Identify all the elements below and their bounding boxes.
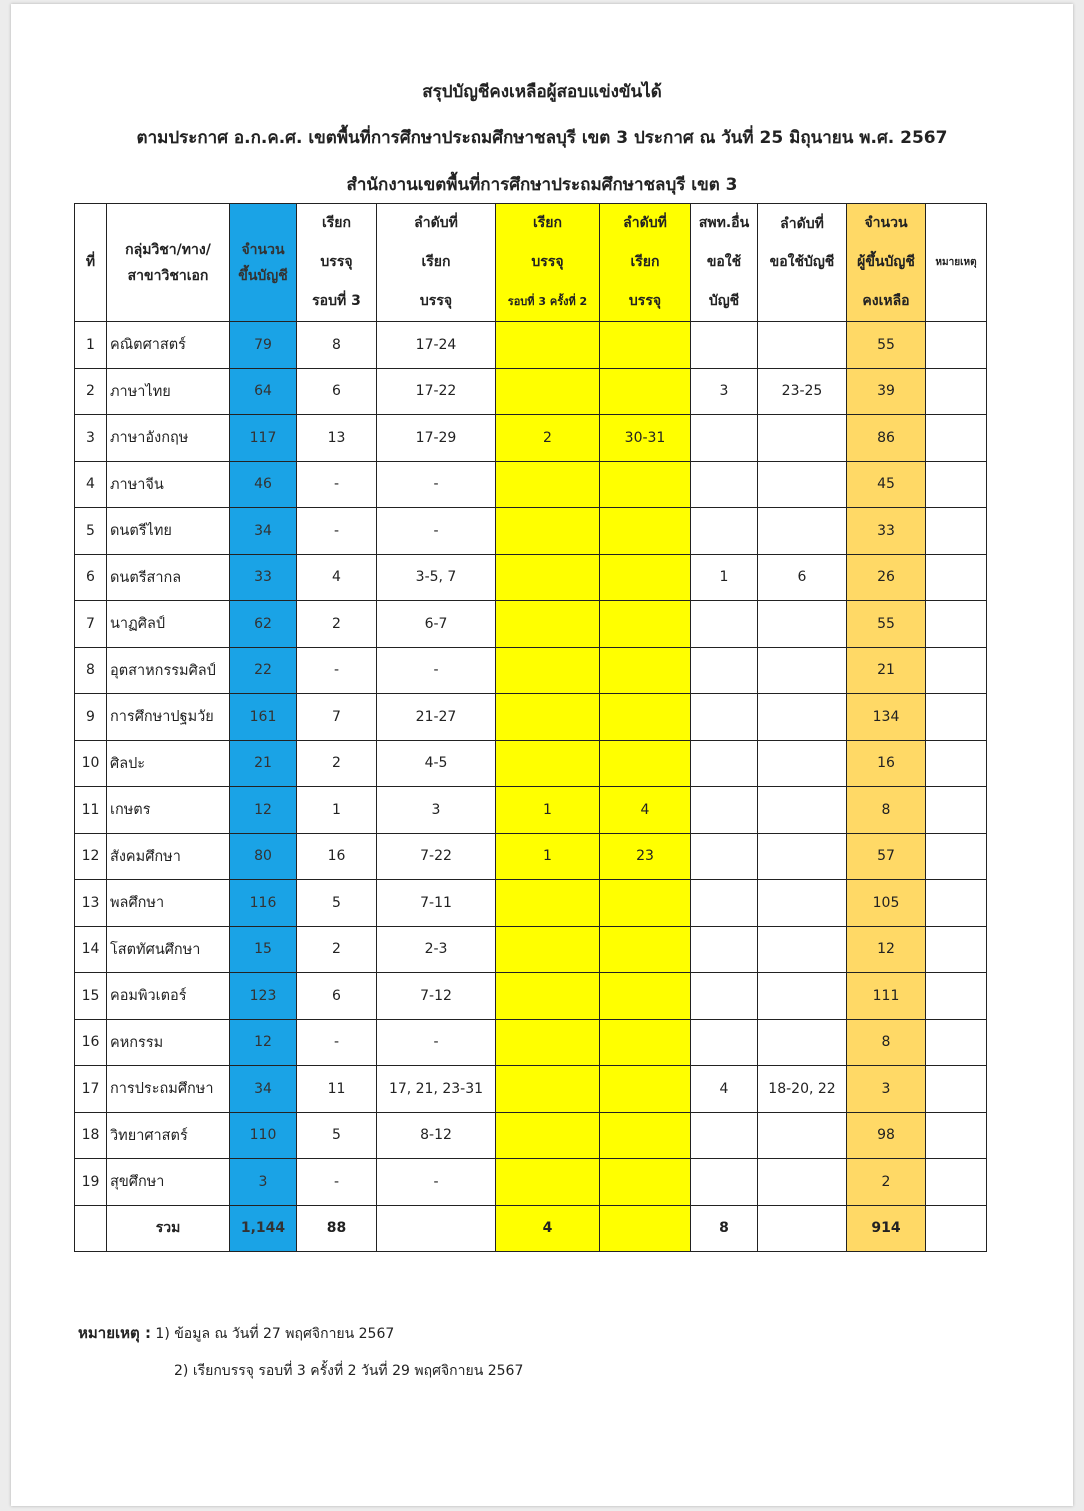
- cell-no: 19: [75, 1159, 107, 1206]
- cell-no: 5: [75, 508, 107, 555]
- cell-subject: การศึกษาปฐมวัย: [107, 694, 230, 741]
- cell-remark: [926, 508, 987, 555]
- cell-called2: [496, 1019, 600, 1066]
- cell-other-rank: [758, 1019, 847, 1066]
- cell-subject: นาฏศิลป์: [107, 601, 230, 648]
- header-row: [75, 204, 987, 322]
- col-header-called-r3: เรียก บรรจุ รอบที่ 3: [297, 204, 377, 322]
- cell-remaining: 2: [847, 1159, 926, 1206]
- cell-called: 1: [297, 787, 377, 834]
- cell-count: 34: [230, 508, 297, 555]
- cell-rank: 7-22: [377, 833, 496, 880]
- summary-table: [74, 203, 987, 1252]
- cell-remaining: 98: [847, 1112, 926, 1159]
- cell-other-rank: [758, 415, 847, 462]
- cell-rank: 21-27: [377, 694, 496, 741]
- cell-no: 8: [75, 647, 107, 694]
- cell-rank: 6-7: [377, 601, 496, 648]
- cell-remaining: 12: [847, 926, 926, 973]
- table-row: [75, 368, 987, 415]
- table-row: [75, 1112, 987, 1159]
- empty-cell: [377, 1205, 496, 1252]
- cell-called: 8: [297, 322, 377, 369]
- document-title: สรุปบัญชีคงเหลือผู้สอบแข่งขันได้: [422, 82, 662, 102]
- cell-rank2: [600, 601, 691, 648]
- cell-rank2: [600, 554, 691, 601]
- cell-remark: [926, 1159, 987, 1206]
- col-header-subject: กลุ่มวิชา/ทาง/ สาขาวิชาเอก: [107, 204, 230, 322]
- cell-other: [691, 787, 758, 834]
- table-row: [75, 1066, 987, 1113]
- cell-no: 13: [75, 880, 107, 927]
- empty-cell: [926, 1205, 987, 1252]
- cell-subject: ศิลปะ: [107, 740, 230, 787]
- cell-other: [691, 880, 758, 927]
- cell-count: 110: [230, 1112, 297, 1159]
- cell-remaining: 55: [847, 601, 926, 648]
- cell-no: 1: [75, 322, 107, 369]
- cell-count: 46: [230, 461, 297, 508]
- cell-count: 3: [230, 1159, 297, 1206]
- cell-count: 123: [230, 973, 297, 1020]
- table-row: [75, 1019, 987, 1066]
- cell-remaining: 8: [847, 1019, 926, 1066]
- cell-remaining: 21: [847, 647, 926, 694]
- cell-subject: คหกรรม: [107, 1019, 230, 1066]
- cell-rank2: [600, 508, 691, 555]
- cell-count: 15: [230, 926, 297, 973]
- cell-called: -: [297, 647, 377, 694]
- cell-rank2: [600, 647, 691, 694]
- cell-subject: คณิตศาสตร์: [107, 322, 230, 369]
- cell-no: 9: [75, 694, 107, 741]
- cell-rank2: 4: [600, 787, 691, 834]
- cell-called: 2: [297, 601, 377, 648]
- cell-other: [691, 461, 758, 508]
- cell-other-rank: 6: [758, 554, 847, 601]
- cell-other: 1: [691, 554, 758, 601]
- cell-rank2: 23: [600, 833, 691, 880]
- cell-rank: -: [377, 508, 496, 555]
- cell-count: 12: [230, 787, 297, 834]
- cell-called2: [496, 1112, 600, 1159]
- cell-count: 21: [230, 740, 297, 787]
- cell-count: 79: [230, 322, 297, 369]
- total-called: 88: [297, 1205, 377, 1252]
- cell-subject: คอมพิวเตอร์: [107, 973, 230, 1020]
- cell-called2: [496, 554, 600, 601]
- cell-called: 13: [297, 415, 377, 462]
- cell-other-rank: 23-25: [758, 368, 847, 415]
- cell-remark: [926, 647, 987, 694]
- cell-other: [691, 740, 758, 787]
- cell-remaining: 26: [847, 554, 926, 601]
- cell-rank: 3-5, 7: [377, 554, 496, 601]
- cell-called: 4: [297, 554, 377, 601]
- cell-called: -: [297, 1159, 377, 1206]
- office-name: สำนักงานเขตพื้นที่การศึกษาประถมศึกษาชลบุรี เขต 3: [346, 175, 738, 195]
- cell-other: 3: [691, 368, 758, 415]
- total-row: [75, 1205, 987, 1252]
- cell-rank2: [600, 1066, 691, 1113]
- cell-rank2: [600, 1159, 691, 1206]
- cell-other: [691, 926, 758, 973]
- cell-called2: [496, 926, 600, 973]
- cell-called2: 1: [496, 833, 600, 880]
- cell-called: 2: [297, 926, 377, 973]
- cell-no: 16: [75, 1019, 107, 1066]
- cell-other-rank: [758, 973, 847, 1020]
- cell-called2: 2: [496, 415, 600, 462]
- note-2: 2) เรียกบรรจุ รอบที่ 3 ครั้งที่ 2 วันที่ 29 พฤศจิกายน 2567: [174, 1363, 524, 1379]
- cell-no: 14: [75, 926, 107, 973]
- total-label: รวม: [107, 1205, 230, 1252]
- cell-called: 6: [297, 368, 377, 415]
- cell-subject: โสตทัศนศึกษา: [107, 926, 230, 973]
- cell-no: 10: [75, 740, 107, 787]
- cell-count: 62: [230, 601, 297, 648]
- cell-other-rank: [758, 1112, 847, 1159]
- col-header-remark: หมายเหตุ: [926, 204, 987, 322]
- table-row: [75, 1159, 987, 1206]
- cell-subject: ดนตรีสากล: [107, 554, 230, 601]
- cell-called2: [496, 322, 600, 369]
- cell-subject: วิทยาศาสตร์: [107, 1112, 230, 1159]
- cell-other: [691, 1112, 758, 1159]
- cell-called: 11: [297, 1066, 377, 1113]
- cell-other: [691, 694, 758, 741]
- cell-subject: ภาษาไทย: [107, 368, 230, 415]
- cell-called2: [496, 1066, 600, 1113]
- cell-count: 116: [230, 880, 297, 927]
- cell-remaining: 8: [847, 787, 926, 834]
- cell-other-rank: [758, 833, 847, 880]
- cell-count: 12: [230, 1019, 297, 1066]
- cell-remark: [926, 461, 987, 508]
- cell-called: -: [297, 508, 377, 555]
- document-subtitle: ตามประกาศ อ.ก.ค.ศ. เขตพื้นที่การศึกษาประถมศึกษาชลบุรี เขต 3 ประกาศ ณ วันที่ 25 มิถุนายน พ.ศ. 2567: [136, 128, 948, 148]
- table-row: [75, 601, 987, 648]
- cell-remark: [926, 368, 987, 415]
- cell-called: 2: [297, 740, 377, 787]
- cell-remaining: 45: [847, 461, 926, 508]
- cell-count: 33: [230, 554, 297, 601]
- cell-rank: 7-11: [377, 880, 496, 927]
- cell-no: 15: [75, 973, 107, 1020]
- cell-remaining: 33: [847, 508, 926, 555]
- cell-remaining: 57: [847, 833, 926, 880]
- cell-no: 18: [75, 1112, 107, 1159]
- cell-other: [691, 647, 758, 694]
- cell-remark: [926, 601, 987, 648]
- cell-called: 6: [297, 973, 377, 1020]
- cell-remark: [926, 694, 987, 741]
- cell-remark: [926, 322, 987, 369]
- cell-no: 11: [75, 787, 107, 834]
- cell-count: 64: [230, 368, 297, 415]
- empty-cell: [758, 1205, 847, 1252]
- cell-rank2: [600, 880, 691, 927]
- cell-other-rank: [758, 508, 847, 555]
- cell-remaining: 39: [847, 368, 926, 415]
- cell-count: 161: [230, 694, 297, 741]
- cell-remark: [926, 833, 987, 880]
- cell-other: [691, 322, 758, 369]
- cell-rank: 8-12: [377, 1112, 496, 1159]
- cell-no: 4: [75, 461, 107, 508]
- cell-remark: [926, 926, 987, 973]
- cell-called2: [496, 973, 600, 1020]
- cell-called2: [496, 740, 600, 787]
- cell-subject: การประถมศึกษา: [107, 1066, 230, 1113]
- cell-rank: 17, 21, 23-31: [377, 1066, 496, 1113]
- col-header-other-request: สพท.อื่น ขอใช้ บัญชี: [691, 204, 758, 322]
- cell-other-rank: [758, 1159, 847, 1206]
- cell-rank: -: [377, 1019, 496, 1066]
- cell-rank2: [600, 461, 691, 508]
- total-count: 1,144: [230, 1205, 297, 1252]
- table-row: [75, 554, 987, 601]
- cell-other-rank: [758, 601, 847, 648]
- col-header-rank-r3: ลำดับที่ เรียก บรรจุ: [377, 204, 496, 322]
- cell-no: 6: [75, 554, 107, 601]
- cell-called2: [496, 1159, 600, 1206]
- cell-other: [691, 973, 758, 1020]
- cell-subject: สุขศึกษา: [107, 1159, 230, 1206]
- total-remaining: 914: [847, 1205, 926, 1252]
- note-1-text: 1) ข้อมูล ณ วันที่ 27 พฤศจิกายน 2567: [155, 1326, 395, 1342]
- cell-no: 17: [75, 1066, 107, 1113]
- note-1: [78, 1321, 394, 1345]
- cell-subject: ดนตรีไทย: [107, 508, 230, 555]
- table-row: [75, 880, 987, 927]
- table-row: [75, 508, 987, 555]
- total-called-r3-2: 4: [496, 1205, 600, 1252]
- cell-called2: [496, 601, 600, 648]
- cell-other: [691, 508, 758, 555]
- cell-called2: [496, 508, 600, 555]
- cell-remark: [926, 880, 987, 927]
- col-header-remaining: จำนวน ผู้ขึ้นบัญชี คงเหลือ: [847, 204, 926, 322]
- cell-subject: ภาษาอังกฤษ: [107, 415, 230, 462]
- cell-rank2: [600, 740, 691, 787]
- cell-called: 16: [297, 833, 377, 880]
- cell-called: 5: [297, 1112, 377, 1159]
- cell-other: 4: [691, 1066, 758, 1113]
- total-other: 8: [691, 1205, 758, 1252]
- cell-other: [691, 601, 758, 648]
- cell-other-rank: [758, 647, 847, 694]
- cell-rank2: [600, 1019, 691, 1066]
- table-row: [75, 833, 987, 880]
- cell-remark: [926, 973, 987, 1020]
- cell-rank: -: [377, 1159, 496, 1206]
- cell-remark: [926, 740, 987, 787]
- cell-called2: [496, 461, 600, 508]
- cell-other: [691, 1019, 758, 1066]
- cell-remark: [926, 415, 987, 462]
- col-header-rank-request: ลำดับที่ ขอใช้บัญชี: [758, 204, 847, 322]
- cell-rank2: [600, 368, 691, 415]
- cell-called: -: [297, 461, 377, 508]
- cell-remaining: 105: [847, 880, 926, 927]
- cell-rank2: [600, 322, 691, 369]
- cell-no: 12: [75, 833, 107, 880]
- cell-rank2: [600, 694, 691, 741]
- cell-rank: 7-12: [377, 973, 496, 1020]
- cell-no: 3: [75, 415, 107, 462]
- cell-remaining: 16: [847, 740, 926, 787]
- cell-remaining: 111: [847, 973, 926, 1020]
- cell-remaining: 3: [847, 1066, 926, 1113]
- cell-rank2: [600, 926, 691, 973]
- cell-rank2: [600, 973, 691, 1020]
- cell-subject: อุตสาหกรรมศิลป์: [107, 647, 230, 694]
- cell-called2: [496, 647, 600, 694]
- cell-other-rank: 18-20, 22: [758, 1066, 847, 1113]
- cell-rank: -: [377, 647, 496, 694]
- table-row: [75, 694, 987, 741]
- table-row: [75, 647, 987, 694]
- cell-other: [691, 415, 758, 462]
- cell-rank: 17-29: [377, 415, 496, 462]
- cell-rank2: 30-31: [600, 415, 691, 462]
- cell-rank: 17-24: [377, 322, 496, 369]
- cell-other-rank: [758, 694, 847, 741]
- cell-remark: [926, 1112, 987, 1159]
- cell-rank: 17-22: [377, 368, 496, 415]
- cell-remaining: 55: [847, 322, 926, 369]
- empty-cell: [75, 1205, 107, 1252]
- cell-rank: 4-5: [377, 740, 496, 787]
- cell-called2: 1: [496, 787, 600, 834]
- table-row: [75, 787, 987, 834]
- cell-rank: 3: [377, 787, 496, 834]
- cell-called: 7: [297, 694, 377, 741]
- cell-rank: -: [377, 461, 496, 508]
- cell-other-rank: [758, 740, 847, 787]
- cell-remaining: 134: [847, 694, 926, 741]
- col-header-no: ที่: [75, 204, 107, 322]
- cell-called2: [496, 880, 600, 927]
- col-header-rank-r3-2: ลำดับที่ เรียก บรรจุ: [600, 204, 691, 322]
- col-header-called-r3-2: เรียก บรรจุ รอบที่ 3 ครั้งที่ 2: [496, 204, 600, 322]
- note-label: หมายเหตุ :: [78, 1324, 151, 1342]
- cell-no: 2: [75, 368, 107, 415]
- cell-count: 80: [230, 833, 297, 880]
- cell-count: 117: [230, 415, 297, 462]
- cell-remaining: 86: [847, 415, 926, 462]
- cell-other: [691, 833, 758, 880]
- cell-subject: ภาษาจีน: [107, 461, 230, 508]
- cell-remark: [926, 787, 987, 834]
- cell-subject: พลศึกษา: [107, 880, 230, 927]
- cell-called2: [496, 368, 600, 415]
- cell-other-rank: [758, 322, 847, 369]
- cell-rank: 2-3: [377, 926, 496, 973]
- cell-subject: สังคมศึกษา: [107, 833, 230, 880]
- col-header-count: จำนวน ขึ้นบัญชี: [230, 204, 297, 322]
- cell-called2: [496, 694, 600, 741]
- cell-subject: เกษตร: [107, 787, 230, 834]
- empty-cell: [600, 1205, 691, 1252]
- cell-remark: [926, 1066, 987, 1113]
- cell-other-rank: [758, 787, 847, 834]
- cell-rank2: [600, 1112, 691, 1159]
- table-row: [75, 322, 987, 369]
- cell-no: 7: [75, 601, 107, 648]
- cell-called: 5: [297, 880, 377, 927]
- cell-remark: [926, 1019, 987, 1066]
- cell-count: 22: [230, 647, 297, 694]
- table-row: [75, 461, 987, 508]
- table-row: [75, 973, 987, 1020]
- table-row: [75, 926, 987, 973]
- cell-other-rank: [758, 926, 847, 973]
- cell-other-rank: [758, 461, 847, 508]
- table-row: [75, 415, 987, 462]
- cell-other-rank: [758, 880, 847, 927]
- cell-called: -: [297, 1019, 377, 1066]
- cell-count: 34: [230, 1066, 297, 1113]
- cell-remark: [926, 554, 987, 601]
- table-row: [75, 740, 987, 787]
- cell-other: [691, 1159, 758, 1206]
